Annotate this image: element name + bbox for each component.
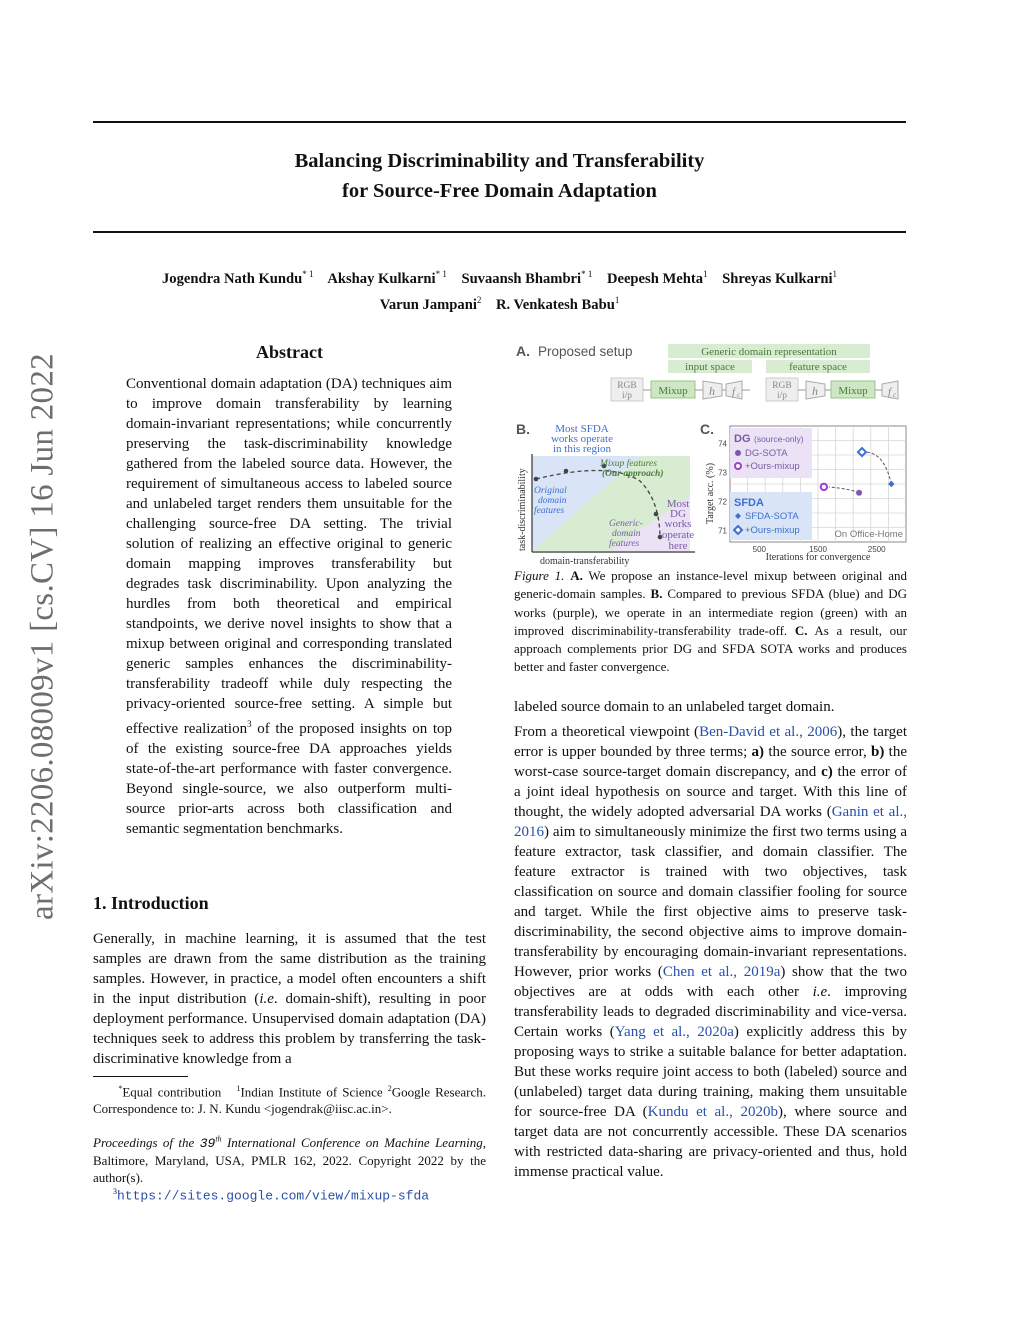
proceedings-note	[93, 1131, 486, 1186]
caption-text: As a result, our approach complements prior DG and SFDA SOTA works and produces better and faster convergence.	[514, 622, 907, 675]
title-bottom-rule	[93, 231, 906, 233]
ours-mixup-dg-legend-marker	[735, 463, 741, 469]
fc-subscript: c	[737, 391, 741, 399]
h-label: h	[709, 384, 715, 398]
feature-space-label: feature space	[789, 361, 847, 373]
original-label-2: domain	[538, 496, 567, 506]
footnote-text: Google Research. Correspondence to: J. N. Kundu <jogendrak@iisc.ac.in>.	[93, 1084, 486, 1117]
caption-bold: A.	[570, 568, 583, 583]
body-text: ), the target error is upper bounded by three terms;	[514, 724, 908, 760]
panel-c-label: C.	[700, 421, 714, 437]
footnote-affiliations: *Equal contribution $^1$Indian Institute of Science $^2$Google Research. Correspondence to: J. N. Kundu <jogendrak@iisc.ac.in>.	[93, 1084, 486, 1117]
ours-mixup-dg-legend-label: +Ours-mixup	[745, 461, 800, 472]
figure-1-caption	[514, 567, 907, 677]
url-footnote	[113, 1183, 493, 1204]
most-dg-1: Most	[666, 498, 690, 510]
author-name: Varun Jampani	[379, 296, 477, 313]
caption-text: We propose an instance-level mixup between original and generic-domain samples.	[514, 568, 908, 602]
dg-legend-sub: (source-only)	[754, 434, 804, 444]
office-home-label: On Office-Home	[834, 529, 903, 540]
dg-legend-title: DG	[734, 433, 751, 445]
c-x-tick-label: 1500	[809, 545, 827, 554]
introduction-paragraph	[93, 929, 486, 1069]
input-space-label: input space	[685, 361, 735, 373]
sfda-sota-legend-label: SFDA-SOTA	[745, 511, 799, 522]
fc-label: f	[888, 386, 892, 398]
footnote-text: Proceedings of the	[93, 1135, 195, 1151]
intro-text: i.e	[259, 991, 274, 1007]
rgb-label: RGB	[617, 381, 637, 391]
body-text: the error of a joint ideal hypothesis on source and target. With this line of thought, the widely adopted adversarial DA works (	[514, 764, 907, 820]
curve-point	[654, 512, 659, 517]
abstract-text-part: of the proposed insights on top of the existing source-free DA approaches yields state-of-the-art performance with faster convergence. Beyond single-source, we also outperform multi-source prior-arts across both classification and semantic segmentation benchmarks.	[126, 721, 453, 837]
footnote-text: Equal contribution	[122, 1084, 222, 1100]
intro-text: . domain-shift), resulting in poor deployment performance. Unsupervised domain adaptation (DA) techniques seek to address this problem by transferring the task-discriminative knowledge from a	[93, 991, 487, 1067]
generic-label-1: Generic-	[609, 519, 643, 529]
c-y-axis-label: Target acc. (%)	[705, 462, 716, 524]
generic-label-3: features	[609, 539, 640, 549]
author-list	[93, 264, 906, 316]
most-dg-5: here	[668, 540, 688, 552]
citation-link[interactable]: Ganin et al., 2016	[514, 804, 907, 840]
original-label-3: features	[534, 506, 565, 516]
author-affiliation: * 1	[435, 269, 447, 279]
mixup-features-label-2: (Our approach)	[602, 469, 664, 479]
ours-mixup-sfda-legend-label: +Ours-mixup	[745, 525, 800, 536]
b-y-axis-label: task-discriminability	[517, 468, 528, 551]
authors-line-1	[93, 264, 906, 290]
ip-label: i/p	[776, 391, 788, 401]
author-name: Akshay Kulkarni	[327, 270, 436, 287]
author-name: R. Venkatesh Babu	[495, 296, 615, 313]
author-name: Suvaansh Bhambri	[461, 270, 582, 287]
introduction-heading: 1. Introduction	[93, 893, 209, 913]
mixup-label: Mixup	[658, 385, 688, 397]
footnote-text: 39	[199, 1136, 216, 1152]
abstract-text-part: Conventional domain adaptation (DA) techniques aim to improve domain transferability by learning domain-invariant representations; while concurrently preserving the task-discriminability knowledge gathered from the labeled source data. However, the requirement of simultaneous access to labeled source and unlabeled target renders them unsuitable for the challenging source-free DA setting. The trivial solution of realizing an effective original to generic domain mapping improves transferability but degrades task discriminability. Upon analyzing the hurdles from both theoretical and empirical standpoints, we derive novel insights to show that a mixup between original and corresponding translated generic samples enhances the discriminability-transferability tradeoff while duly respecting the privacy-oriented source-free setting. A simple but effective realization	[126, 376, 452, 737]
mixup-label: Mixup	[838, 385, 868, 397]
body-text: From a theoretical viewpoint (	[514, 724, 700, 740]
body-text: ) explicitly address this by proposing ways to strike a suitable balance for better adaptation. But these works require joint access to both (labeled) source and (unlabeled) target data during training, making them unsuitable for source-free DA (	[514, 1024, 907, 1120]
c-y-tick-label: 71	[718, 526, 727, 536]
footnote-text: Indian Institute of Science	[240, 1084, 383, 1100]
panel-c-chart	[705, 426, 906, 563]
mixup-features-label-1: Mixup features	[600, 459, 657, 469]
body-text: ), where source and target data are not concurrently accessible. These DA scenarios with restricted data-sharing are privacy-oriented and thus, hold immense practical value.	[514, 1104, 907, 1180]
c-y-tick-label: 72	[718, 497, 727, 507]
c-x-tick-label: 500	[752, 545, 767, 554]
sfda-legend-title: SFDA	[734, 497, 764, 509]
abstract-text	[126, 374, 452, 839]
body-bold: a)	[751, 744, 765, 760]
footnote-marker: 3	[113, 1187, 117, 1196]
citation-link[interactable]: Ben-David et al., 2006	[699, 724, 838, 740]
arxiv-stamp: arXiv:2206.08009v1 [cs.CV] 16 Jun 2022	[24, 353, 61, 920]
title-top-rule	[93, 121, 906, 123]
c-x-tick-label: 2500	[867, 545, 886, 554]
generic-label-2: domain	[612, 529, 641, 539]
body-text: the worst-case source-target domain discrepancy, and	[514, 744, 908, 780]
dg-sota-legend-marker	[735, 450, 741, 456]
right-paragraph-2	[514, 722, 907, 1182]
h-label: h	[812, 384, 818, 398]
right-line-1: labeled source domain to an unlabeled target domain.	[514, 699, 835, 715]
original-label-1: Original	[534, 486, 567, 496]
citation-link[interactable]: Kundu et al., 2020b	[647, 1104, 778, 1120]
dg-sota-legend-label: DG-SOTA	[745, 448, 788, 459]
abstract-heading: Abstract	[256, 342, 323, 362]
caption-bold: C.	[794, 622, 808, 638]
c-point-dg-sota	[856, 490, 862, 496]
author-affiliation: * 1	[581, 269, 593, 279]
footnote-marker: 3	[247, 719, 252, 729]
panel-b-label: B.	[516, 421, 530, 437]
author-name: Jogendra Nath Kundu	[161, 270, 303, 287]
ip-label: i/p	[621, 391, 633, 401]
author-affiliation: 1	[614, 294, 620, 305]
footnote-text: th	[215, 1135, 222, 1144]
author-affiliation: * 1	[302, 269, 314, 279]
footnote-rule	[93, 1076, 188, 1077]
caption-text: Compared to previous SFDA (blue) and DG works (purple), we operate in an intermediate region (green) with an improved discriminability-transferability trade-off.	[514, 586, 908, 638]
curve-point	[534, 477, 539, 482]
figure-1	[510, 336, 910, 568]
figure-1-svg	[510, 336, 910, 568]
most-sfda-line2: works operate	[550, 433, 614, 445]
author-name: Shreyas Kulkarni	[722, 270, 833, 287]
project-url-link[interactable]: https://sites.google.com/view/mixup-sfda	[117, 1188, 430, 1204]
panel-a-label: A.	[516, 343, 530, 359]
c-x-axis-label: Iterations for convergence	[765, 552, 871, 563]
footnote-text: , Baltimore, Maryland, USA, PMLR 162, 2022. Copyright 2022 by the author(s).	[93, 1135, 487, 1186]
body-text: . improving transferability leads to degraded discriminability and vice-versa. Certain works (	[514, 984, 908, 1040]
body-text: the source error,	[764, 744, 872, 760]
body-text: ) aim to simultaneously minimize the first two terms using a feature extractor, task classifier, and domain classifier. The feature extractor is trained with two objectives, task classification on source and domain classifier fooling for source and target. While the first objective aims to preserve task-discriminability, the second objective aims to improve domain-transferability by encouraging domain-invariant representations. However, prior works (	[514, 824, 907, 980]
authors-line-2	[93, 290, 906, 316]
curve-point	[564, 469, 569, 474]
title-line-1: Balancing Discriminability and Transferability	[294, 150, 705, 172]
body-bold: c)	[821, 764, 833, 780]
intro-text: Generally, in machine learning, it is assumed that the test samples are drawn from the same distribution as the training samples. However, in practice, a model often encounters a shift in the input distribution (	[93, 931, 486, 1007]
title-line-2: for Source-Free Domain Adaptation	[342, 180, 657, 202]
author-name: Deepesh Mehta	[606, 270, 703, 287]
fc-subscript: c	[893, 391, 897, 399]
paper-title	[93, 146, 906, 206]
most-dg-2: DG	[670, 508, 686, 520]
body-bold: b)	[871, 744, 885, 760]
body-italic: i.e	[812, 984, 828, 1000]
b-x-axis-label: domain-transferability	[540, 556, 630, 567]
author-affiliation: 2	[476, 294, 482, 305]
most-dg-3: works	[664, 518, 692, 530]
fc-label: f	[732, 386, 736, 398]
generic-rep-label: Generic domain representation	[701, 346, 837, 358]
most-sfda-line3: in this region	[552, 443, 612, 455]
footnote-text: International Conference on Machine Learning	[226, 1135, 483, 1151]
author-affiliation: 1	[832, 269, 838, 279]
c-y-tick-label: 73	[718, 468, 727, 478]
caption-label: Figure 1.	[514, 568, 565, 583]
most-sfda-line1: Most SFDA	[555, 423, 609, 435]
most-dg-4: operate	[661, 529, 695, 541]
rgb-label: RGB	[772, 381, 792, 391]
citation-link[interactable]: Chen et al., 2019a	[662, 964, 781, 980]
c-point--ours-mixup-dg-	[821, 484, 827, 490]
author-affiliation: 1	[703, 269, 708, 279]
panel-a-title: Proposed setup	[538, 344, 633, 359]
c-y-tick-label: 74	[718, 439, 727, 449]
citation-link[interactable]: Yang et al., 2020a	[614, 1024, 734, 1040]
caption-bold: B.	[650, 586, 663, 602]
body-text: ) show that the two objectives are at odds with each other	[514, 964, 907, 1000]
